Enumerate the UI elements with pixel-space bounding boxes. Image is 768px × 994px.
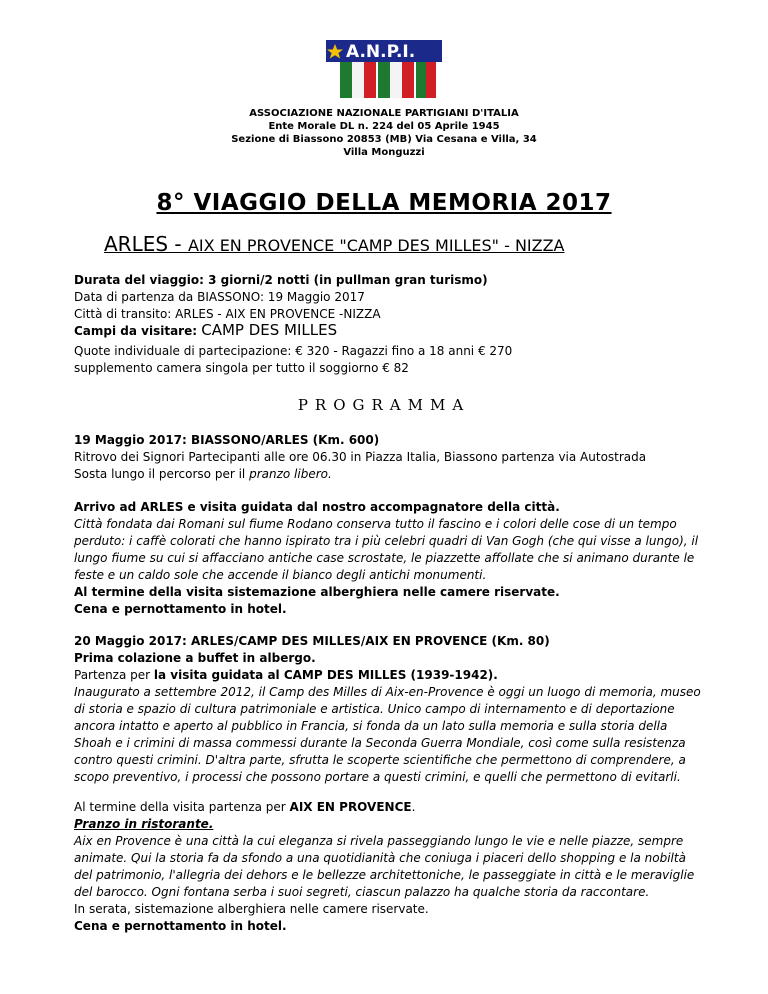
subtitle-part1: ARLES - [104,232,188,256]
day2-aix-desc-3: del patrimonio, l'allegria dei dehors e le bellezze architettoniche, le passeggiate in città e le meraviglie [74,868,695,882]
durata-line: Durata del viaggio: 3 giorni/2 notti (in pullman gran turismo) [74,273,488,287]
day1-line2 [74,466,714,483]
day2-aix-desc-1: Aix en Provence è una città la cui eleganza si rivela passeggiando lungo le vie e nelle piazze, sempre [74,834,684,848]
day2-aix-c: . [411,800,416,814]
day1-line1: Ritrovo dei Signori Partecipanti alle ore 06.30 in Piazza Italia, Biassono partenza via Autostrada [74,450,647,464]
day2-pranzo: Pranzo in ristorante. [74,817,214,831]
day2-desc-3: ancora intatto e aperto al pubblico in Francia, si fonda da un lato sulla memoria e sulla storia della [74,719,668,733]
day2-desc-1: Inaugurato a settembre 2012, il Camp des Milles di Aix-en-Provence è oggi un luogo di memoria, museo [74,685,701,699]
day2-partenza-b: la visita guidata al CAMP DES MILLES (1939-1942). [153,668,498,682]
day2-partenza-a: Partenza per [74,668,154,682]
subtitle-part2: AIX EN PROVENCE "CAMP DES MILLES" - NIZZA [187,236,565,255]
day1-desc-4: feste e un caldo sole che accende il bianco degli antichi monumenti. [74,568,487,582]
ente-morale: Ente Morale DL n. 224 del 05 Aprile 1945 [268,121,500,132]
campi-value: CAMP DES MILLES [201,321,338,339]
campi-line [74,322,714,340]
day2-desc-2: di storia e spazio di cultura patrimoniale e artistica. Unico campo di internamento e di deportazione [74,702,675,716]
day2-aix-desc-4: del barocco. Ogni fontana serba i suoi segreti, ciascun palazzo ha qualche storia da raccontare. [74,885,650,899]
page-title: 8° VIAGGIO DELLA MEMORIA 2017 [156,190,612,216]
day2-heading: 20 Maggio 2017: ARLES/CAMP DES MILLES/AIX EN PROVENCE (Km. 80) [74,634,550,648]
day1-desc-3: lungo fiume su cui si affacciano antiche case scrostate, le piazzette affollate che si animano durante le [74,551,695,565]
day2-desc-4: Shoah e i crimini di massa commessi durante la Seconda Guerra Mondiale, così come sulla resistenza [74,736,686,750]
page-subtitle [104,232,704,256]
day2-aix-b: AIX EN PROVENCE [289,800,412,814]
day1-heading: 19 Maggio 2017: BIASSONO/ARLES (Km. 600) [74,433,380,447]
day2-colazione: Prima colazione a buffet in albergo. [74,651,316,665]
day2-aix [74,799,714,816]
anpi-logo [326,40,442,98]
day2-partenza [74,667,714,684]
quote-line: Quote individuale di partecipazione: € 320 - Ragazzi fino a 18 anni € 270 [74,344,513,358]
day1-sistemazione: Al termine della visita sistemazione alberghiera nelle camere riservate. [74,585,560,599]
sezione-address: Sezione di Biassono 20853 (MB) Via Cesana e Villa, 34 [231,134,537,145]
day2-serata: In serata, sistemazione alberghiera nelle camere riservate. [74,902,429,916]
assoc-name: ASSOCIAZIONE NAZIONALE PARTIGIANI D'ITALIA [249,108,519,119]
programma-heading: PROGRAMMA [297,396,471,414]
day2-desc-5: contro questi crimini. D'altra parte, sfrutta le scoperte scientifiche che permettono di comprendere, a [74,753,686,767]
day1-cena: Cena e pernottamento in hotel. [74,602,287,616]
day1-desc-1: Città fondata dai Romani sul fiume Rodano conserva tutto il fascino e i colori delle cose di un tempo [74,517,677,531]
campi-label: Campi da visitare: [74,324,202,338]
villa-name: Villa Monguzzi [343,147,425,158]
logo-text: A.N.P.I. [346,42,416,62]
day1-desc-2: perduto: i caffè colorati che hanno ispirato tra i più celebri quadri di Van Gogh (che qui visse a lungo), il [74,534,699,548]
transito-line: Città di transito: ARLES - AIX EN PROVENCE -NIZZA [74,307,381,321]
day1-arrivo: Arrivo ad ARLES e visita guidata dal nostro accompagnatore della città. [74,500,560,514]
supplemento-line: supplemento camera singola per tutto il soggiorno € 82 [74,361,409,375]
day2-aix-desc-2: animate. Qui la storia fa da sfondo a una quotidianità che coniuga i piaceri dello shopping e la nobiltà [74,851,686,865]
day1-line2-b: pranzo libero. [249,467,332,481]
day2-aix-a: Al termine della visita partenza per [74,800,290,814]
partenza-line: Data di partenza da BIASSONO: 19 Maggio 2017 [74,290,365,304]
day2-desc-6: scopo preventivo, i processi che possono portare a questi crimini, e quelli che permettono di evitarli. [74,770,681,784]
day1-line2-a: Sosta lungo il percorso per il [74,467,250,481]
day2-cena: Cena e pernottamento in hotel. [74,919,287,933]
